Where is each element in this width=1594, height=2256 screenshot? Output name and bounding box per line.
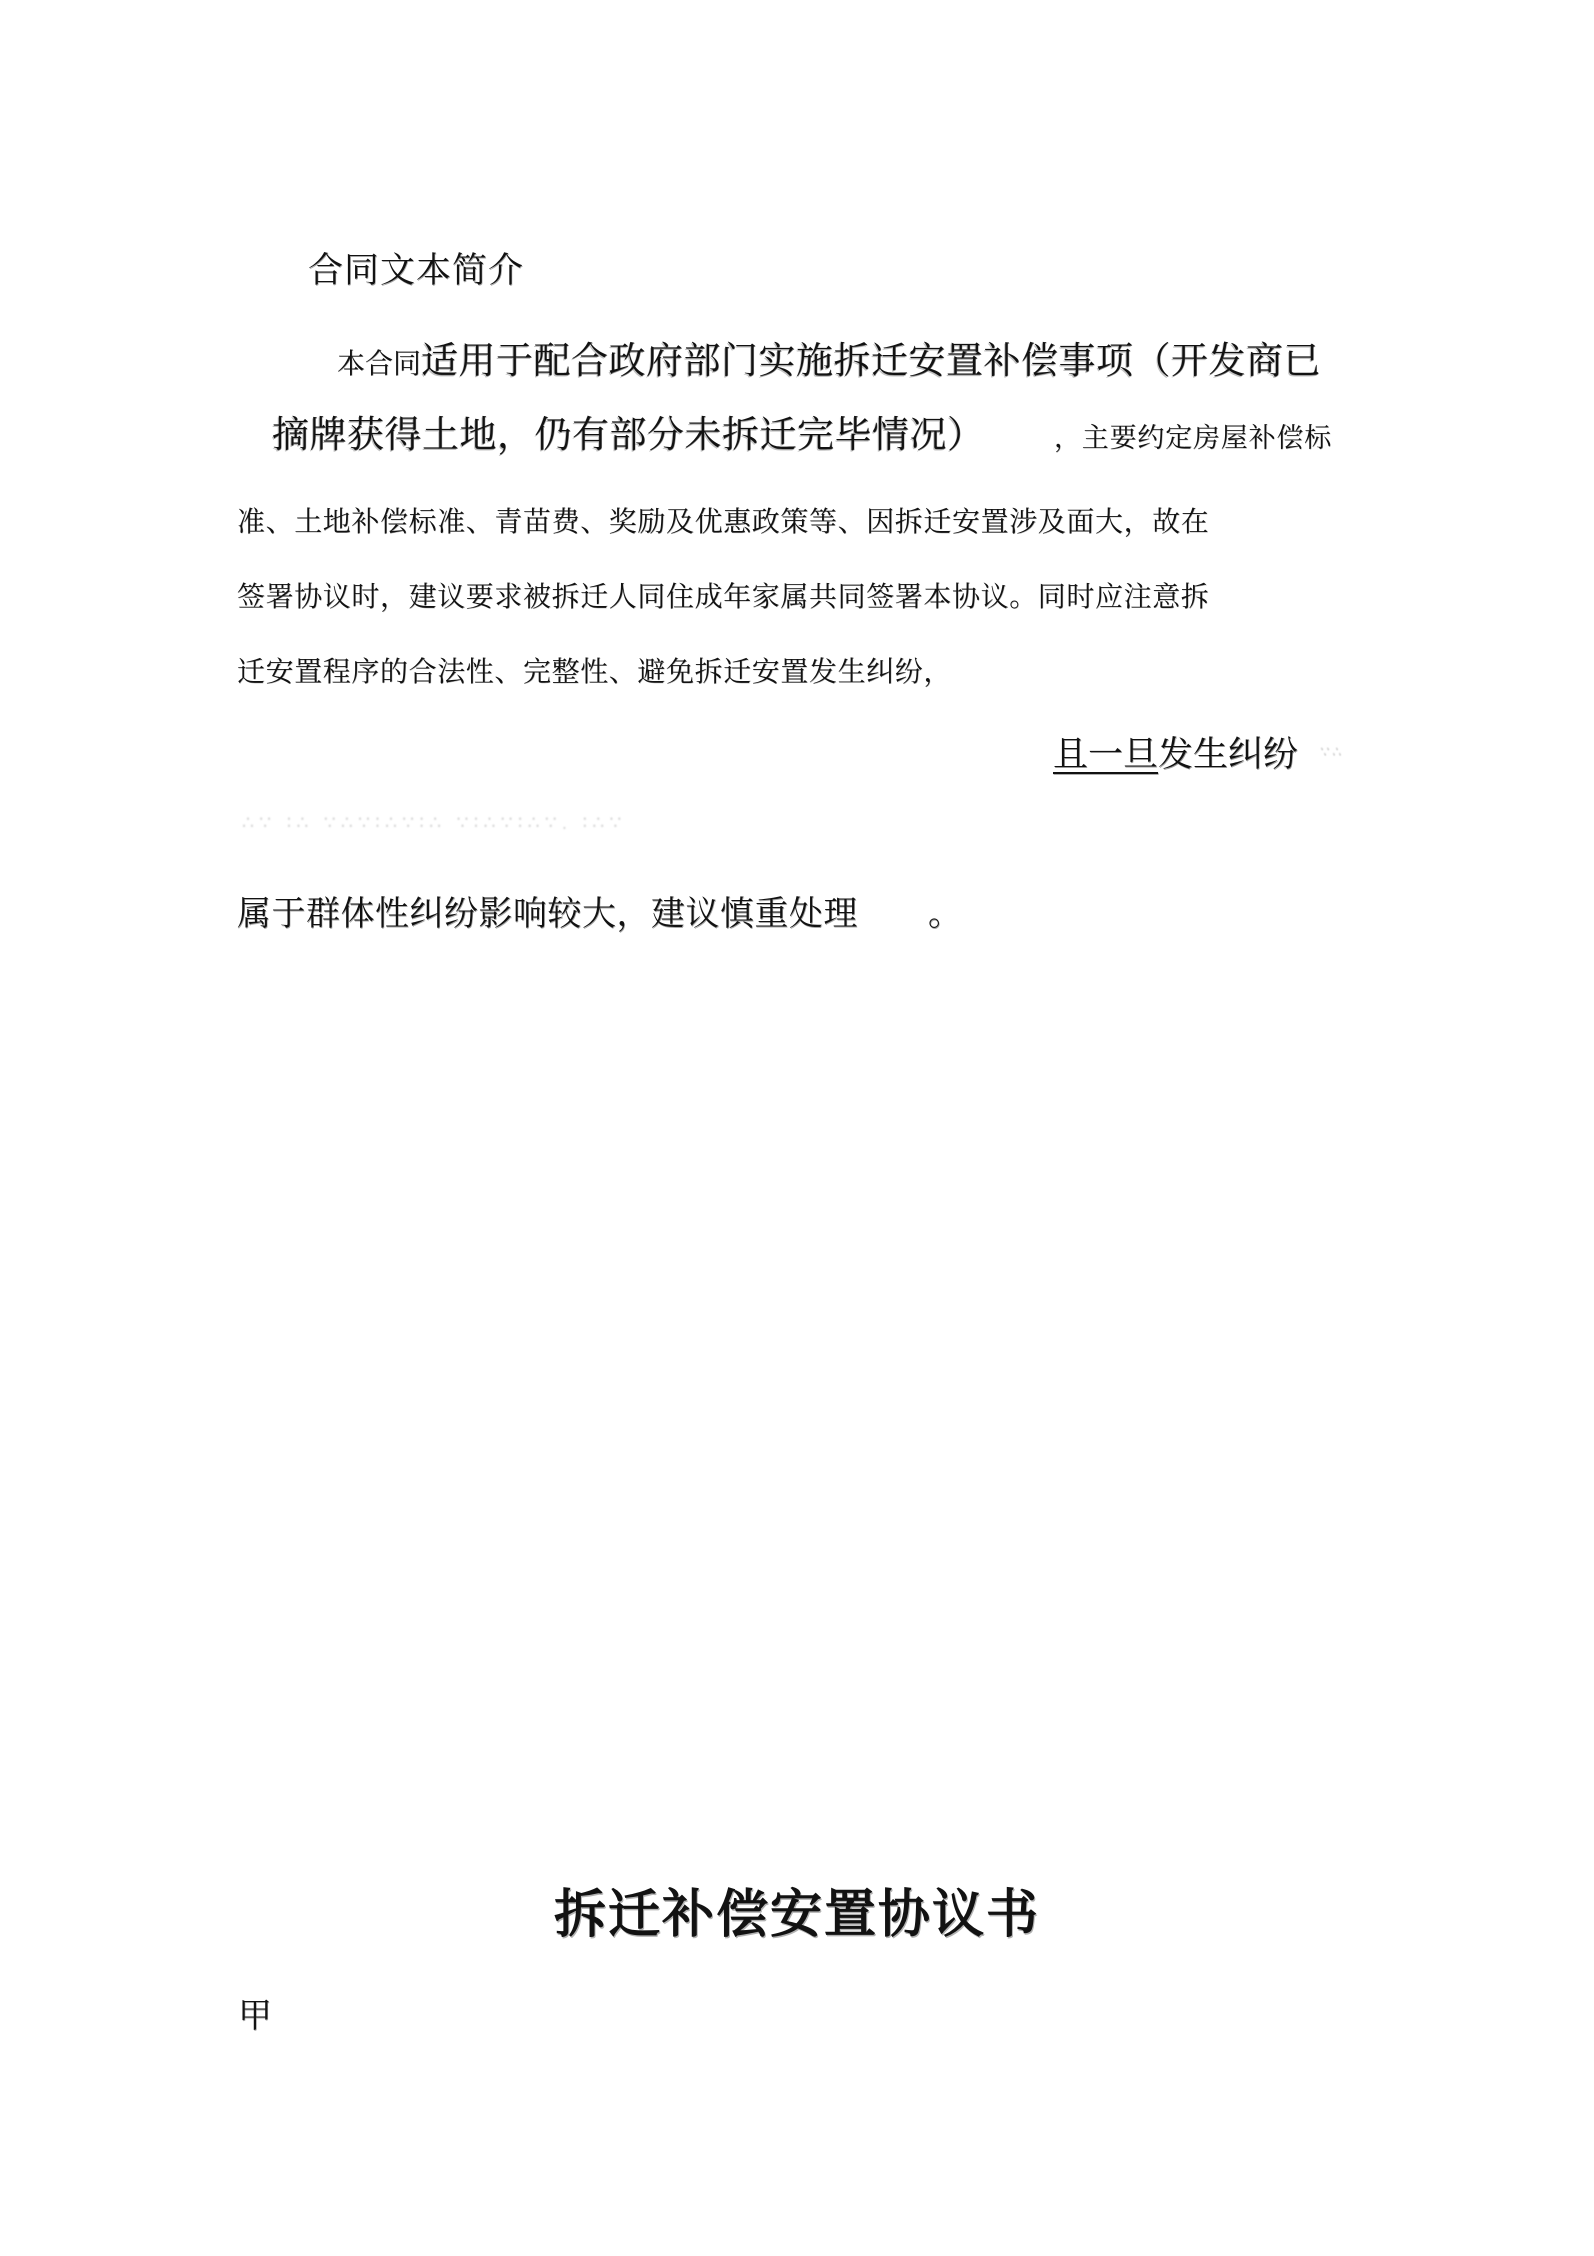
conclusion-text: 属于群体性纠纷影响较大，建议慎重处理 bbox=[237, 895, 858, 933]
conclusion-line bbox=[237, 886, 963, 935]
emphasis-underlined-text: 且一旦 bbox=[1053, 735, 1159, 774]
party-a-label: 甲 bbox=[238, 1997, 272, 2035]
paragraph-line-2 bbox=[272, 404, 1332, 458]
emphasis-rest-text: 发生纠纷 bbox=[1158, 735, 1299, 774]
paragraph-line-4: 签署协议时，建议要求被拆迁人同住成年家属共同签署本协议。同时应注意拆 bbox=[237, 581, 1210, 612]
emphasis-line bbox=[1053, 727, 1344, 777]
paragraph-line-2-small-tail: ，主要约定房屋补偿标 bbox=[1054, 423, 1332, 453]
paragraph-line-3: 准、土地补偿标准、青苗费、奖励及优惠政策等、因拆迁安置涉及面大，故在 bbox=[237, 506, 1210, 537]
paragraph-line-1 bbox=[337, 330, 1321, 384]
intro-heading: 合同文本简介 bbox=[308, 251, 525, 290]
faint-speck-artifact: ∵∴ bbox=[1320, 743, 1344, 759]
paragraph-line-1-prefix: 本合同 bbox=[337, 348, 422, 379]
paragraph-line-5: 迁安置程序的合法性、完整性、避免拆迁安置发生纠纷， bbox=[237, 656, 953, 687]
conclusion-period: 。 bbox=[928, 895, 963, 933]
agreement-main-title: 拆迁补偿安置协议书 bbox=[553, 1886, 1040, 1944]
illegible-faint-text-artifact: ∴∵ ∶∴ ∵∴∵∶∴∵∶∴ ∵∶∴∵∶∴∵. ∶∴∵ bbox=[242, 813, 627, 834]
paragraph-line-1-large-text: 适用于配合政府部门实施拆迁安置补偿事项（开发商已 bbox=[421, 340, 1322, 381]
paragraph-line-2-large-text: 摘牌获得土地，仍有部分未拆迁完毕情况） bbox=[272, 414, 966, 455]
